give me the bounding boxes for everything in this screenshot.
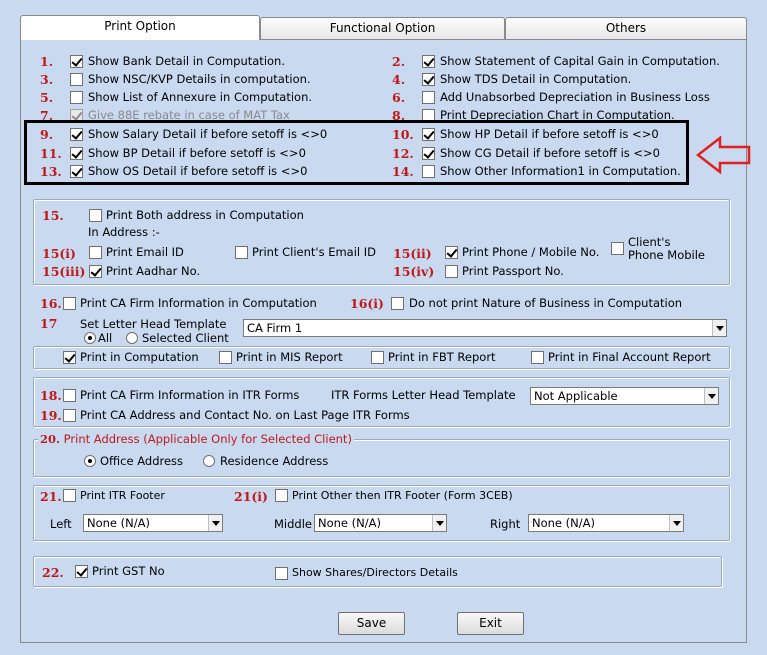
- option-checkbox[interactable]: [422, 73, 435, 86]
- all-radio[interactable]: [84, 332, 96, 344]
- option-label: Show BP Detail if before setoff is <>0: [88, 146, 306, 160]
- legend-number: 20.: [40, 432, 61, 446]
- print-phone-label: Print Phone / Mobile No.: [462, 245, 600, 259]
- footer-right-select[interactable]: [528, 514, 684, 532]
- print-aadhar-label: Print Aadhar No.: [106, 264, 201, 278]
- itr-ca-address-label: Print CA Address and Contact No. on Last Page ITR Forms: [80, 408, 410, 422]
- itr-ca-firm-label: Print CA Firm Information in ITR Forms: [80, 388, 300, 402]
- option-number: 3.: [40, 72, 54, 87]
- client-phone-label: Client's Phone Mobile: [628, 235, 706, 262]
- select-value: CA Firm 1: [247, 321, 303, 335]
- print-in-computation-label: Print in Computation: [80, 350, 199, 364]
- option-number: 9.: [40, 127, 54, 142]
- option-number: 4.: [392, 72, 406, 87]
- print-in-mis-checkbox[interactable]: [219, 351, 232, 364]
- office-address-radio[interactable]: [84, 455, 96, 467]
- select-value: None (N/A): [532, 516, 595, 530]
- print-passport-label: Print Passport No.: [462, 264, 564, 278]
- itr-template-select[interactable]: [530, 387, 719, 405]
- letter-head-template-select[interactable]: [243, 319, 727, 337]
- tab-others[interactable]: [505, 17, 747, 39]
- option-label: Show List of Annexure in Computation.: [88, 90, 313, 104]
- exit-label: Exit: [479, 616, 502, 630]
- itr-ca-address-checkbox[interactable]: [63, 409, 76, 422]
- option-number: 15(iii): [42, 264, 86, 279]
- print-ca-firm-label: Print CA Firm Information in Computation: [80, 296, 317, 310]
- exit-button[interactable]: [457, 612, 524, 635]
- chevron-down-icon[interactable]: [712, 320, 726, 336]
- option-label: Show HP Detail if before setoff is <>0: [440, 127, 659, 141]
- tab-print-option[interactable]: [20, 15, 260, 40]
- option-number: 16.: [40, 296, 62, 311]
- option-number: 16(i): [350, 296, 384, 311]
- footer-right-label: Right: [490, 517, 521, 531]
- print-other-footer-label: Print Other then ITR Footer (Form 3CEB): [292, 489, 513, 502]
- all-label: All: [98, 331, 113, 345]
- option-label: Show Salary Detail if before setoff is <>0: [88, 127, 328, 141]
- option-number: 21(i): [234, 489, 268, 504]
- option-number: 12.: [392, 146, 414, 161]
- option-number: 15(i): [42, 246, 76, 261]
- in-address-label: In Address :-: [88, 225, 160, 239]
- legend-text: Print Address (Applicable Only for Selected Client): [63, 432, 352, 446]
- chevron-down-icon[interactable]: [208, 515, 222, 531]
- option-number: 15(ii): [393, 246, 432, 261]
- option-number: 2.: [392, 54, 406, 69]
- option-number: 19.: [40, 408, 62, 423]
- residence-address-radio[interactable]: [203, 455, 215, 467]
- option-number: 21.: [40, 489, 62, 504]
- select-value: None (N/A): [318, 516, 381, 530]
- option-checkbox[interactable]: [70, 73, 83, 86]
- print-ca-firm-checkbox[interactable]: [63, 297, 76, 310]
- print-both-address-checkbox[interactable]: [89, 209, 102, 222]
- option-number: 15(iv): [393, 264, 435, 279]
- option-number: 15.: [42, 208, 64, 223]
- option-checkbox[interactable]: [422, 55, 435, 68]
- client-phone-checkbox[interactable]: [611, 242, 624, 255]
- print-phone-checkbox[interactable]: [445, 246, 458, 259]
- print-gst-checkbox[interactable]: [75, 565, 88, 578]
- select-value: None (N/A): [87, 516, 150, 530]
- option-label: Print Depreciation Chart in Computation.: [440, 108, 675, 122]
- letter-head-label: Set Letter Head Template: [80, 317, 227, 331]
- option-label: Show Bank Detail in Computation.: [88, 54, 285, 68]
- option-label: Show OS Detail if before setoff is <>0: [88, 164, 308, 178]
- print-passport-checkbox[interactable]: [445, 265, 458, 278]
- option-label: Give 88E rebate in case of MAT Tax: [88, 108, 290, 122]
- chevron-down-icon[interactable]: [669, 515, 683, 531]
- option-number: 22.: [42, 565, 64, 580]
- option-label: Show Other Information1 in Computation.: [440, 164, 681, 178]
- print-in-final-account-label: Print in Final Account Report: [548, 350, 711, 364]
- option-number: 6.: [392, 90, 406, 105]
- arrow-left-icon: [696, 136, 752, 174]
- select-value: Not Applicable: [534, 389, 618, 403]
- option-number: 18.: [40, 388, 62, 403]
- option-label: Show TDS Detail in Computation.: [440, 72, 632, 86]
- print-in-fbt-checkbox[interactable]: [371, 351, 384, 364]
- option-number: 14.: [392, 164, 414, 179]
- print-in-fbt-label: Print in FBT Report: [388, 350, 496, 364]
- option-number: 1.: [40, 54, 54, 69]
- option-label: Add Unabsorbed Depreciation in Business Loss: [440, 90, 710, 104]
- chevron-down-icon[interactable]: [432, 515, 446, 531]
- print-client-email-checkbox[interactable]: [235, 246, 248, 259]
- residence-address-label: Residence Address: [220, 454, 329, 468]
- tab-label: Functional Option: [329, 21, 436, 35]
- option-number: 7.: [40, 108, 54, 123]
- print-address-legend: [38, 432, 354, 446]
- print-client-email-label: Print Client's Email ID: [252, 245, 377, 259]
- print-other-footer-checkbox[interactable]: [275, 489, 288, 502]
- footer-middle-label: Middle: [274, 517, 312, 531]
- print-itr-footer-checkbox[interactable]: [63, 489, 76, 502]
- chevron-down-icon[interactable]: [704, 388, 718, 404]
- save-label: Save: [356, 616, 387, 630]
- print-gst-label: Print GST No: [92, 564, 165, 578]
- option-label: Show NSC/KVP Details in computation.: [88, 72, 311, 86]
- itr-template-label: ITR Forms Letter Head Template: [331, 388, 516, 402]
- nature-of-business-checkbox[interactable]: [391, 297, 404, 310]
- tab-label: Print Option: [104, 19, 176, 33]
- footer-left-select[interactable]: [83, 514, 223, 532]
- print-aadhar-checkbox[interactable]: [89, 265, 102, 278]
- highlight-box: [24, 120, 689, 185]
- print-email-label: Print Email ID: [106, 245, 184, 259]
- option-number: 13.: [40, 164, 62, 179]
- nature-of-business-label: Do not print Nature of Business in Computation: [409, 296, 683, 310]
- itr-ca-firm-checkbox[interactable]: [63, 389, 76, 402]
- option-number: 11.: [40, 146, 62, 161]
- print-in-mis-label: Print in MIS Report: [236, 350, 343, 364]
- tab-functional-option[interactable]: [260, 17, 505, 39]
- print-itr-footer-label: Print ITR Footer: [80, 489, 165, 502]
- print-both-address-label: Print Both address in Computation: [106, 208, 304, 222]
- option-number: 8.: [392, 108, 406, 123]
- option-label: Show CG Detail if before setoff is <>0: [440, 146, 660, 160]
- print-in-computation-checkbox[interactable]: [63, 351, 76, 364]
- tab-label: Others: [605, 21, 647, 35]
- selected-client-label: Selected Client: [142, 331, 229, 345]
- print-email-checkbox[interactable]: [89, 246, 102, 259]
- selected-client-radio[interactable]: [126, 332, 138, 344]
- option-number: 10.: [392, 127, 414, 142]
- print-in-final-account-checkbox[interactable]: [531, 351, 544, 364]
- office-address-label: Office Address: [100, 454, 184, 468]
- show-shares-label: Show Shares/Directors Details: [292, 566, 458, 579]
- save-button[interactable]: [338, 612, 405, 635]
- footer-middle-select[interactable]: [314, 514, 447, 532]
- option-checkbox[interactable]: [70, 55, 83, 68]
- option-number: 5.: [40, 90, 54, 105]
- option-checkbox[interactable]: [422, 91, 435, 104]
- option-number: 17: [40, 316, 58, 331]
- show-shares-checkbox[interactable]: [275, 567, 288, 580]
- option-checkbox[interactable]: [70, 91, 83, 104]
- option-label: Show Statement of Capital Gain in Computation.: [440, 54, 720, 68]
- footer-left-label: Left: [50, 517, 72, 531]
